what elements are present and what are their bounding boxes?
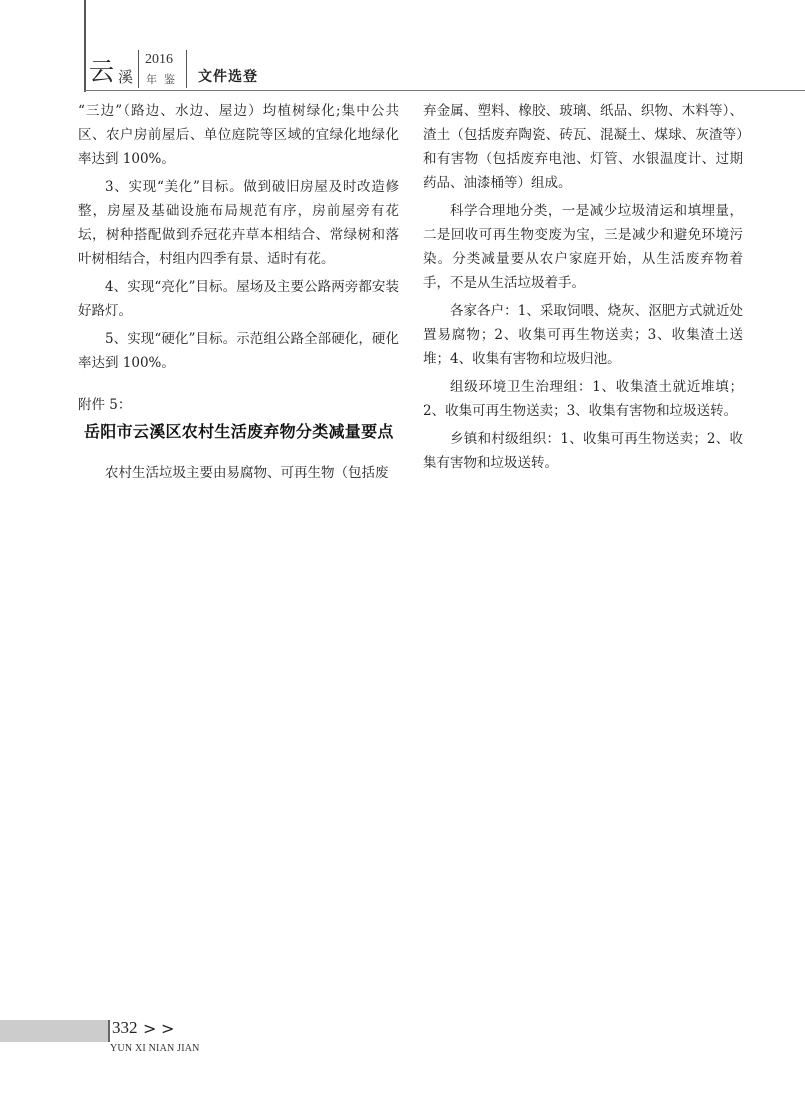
header-section-title: 文件选登: [198, 69, 258, 85]
paragraph: 各家各户：1、采取饲喂、烧灰、沤肥方式就近处置易腐物；2、收集可再生物送卖；3、收集渣土送堆；4、收集有害物和垃圾归池。: [423, 303, 743, 367]
footer-book-name: YUN XI NIAN JIAN: [110, 1043, 200, 1054]
paragraph: 5、实现“硬化”目标。示范组公路全部硬化，硬化率达到 100%。: [78, 331, 399, 371]
header-separator-2: [186, 50, 187, 88]
header-yearbook-label: 年鉴: [146, 73, 182, 86]
header-separator: [138, 50, 139, 88]
footer-divider: [108, 1020, 110, 1042]
attachment-title: 岳阳市云溪区农村生活废弃物分类减量要点: [84, 422, 394, 441]
left-column: [78, 99, 399, 485]
paragraph: 乡镇和村级组织：1、收集可再生物送卖；2、收集有害物和垃圾送转。: [423, 431, 743, 471]
logo-char-xi: 溪: [118, 68, 134, 86]
paragraph: 组级环境卫生治理组：1、收集渣土就近堆填；2、收集可再生物送卖；3、收集有害物和垃圾送转。: [423, 379, 743, 419]
paragraph: 4、实现“亮化”目标。屋场及主要公路两旁都安装好路灯。: [78, 279, 399, 319]
right-column: [423, 99, 743, 475]
paragraph: 弃金属、塑料、橡胶、玻璃、纸品、织物、木料等）、渣土（包括废弃陶瓷、砖瓦、混凝土、煤球、灰渣等）和有害物（包括废弃电池、灯管、水银温度计、过期药品、油漆桶等）组成。: [423, 103, 743, 191]
paragraph: 科学合理地分类，一是减少垃圾清运和填埋量，二是回收可再生物变废为宝，三是减少和避免环境污染。分类减量要从农户家庭开始，从生活废弃物着手，不是从生活垃圾着手。: [423, 203, 743, 291]
attachment-label: 附件 5：: [78, 397, 132, 413]
chevron-right-icon: >: [161, 1019, 175, 1038]
paragraph: “三边”（路边、水边、屋边）均植树绿化;集中公共区、农户房前屋后、单位庭院等区域的宜绿化地绿化率达到 100%。: [78, 103, 399, 167]
page-number: 332: [112, 1018, 138, 1037]
footer-gray-bar: [0, 1020, 108, 1042]
paragraph: 农村生活垃圾主要由易腐物、可再生物（包括废: [105, 465, 389, 481]
logo-char-yun: 云: [89, 57, 115, 86]
header-horizontal-rule: [84, 90, 805, 91]
header-vertical-rule: [84, 0, 86, 92]
header-year: 2016: [145, 52, 173, 67]
page-header: [0, 0, 805, 92]
chevron-right-icon: >: [143, 1019, 157, 1038]
paragraph: 3、实现“美化”目标。做到破旧房屋及时改造修整，房屋及基础设施布局规范有序，房前屋旁有花坛，树种搭配做到乔冠花卉草本相结合、常绿树和落叶树相结合，村组内四季有景、适时有花。: [78, 179, 399, 267]
